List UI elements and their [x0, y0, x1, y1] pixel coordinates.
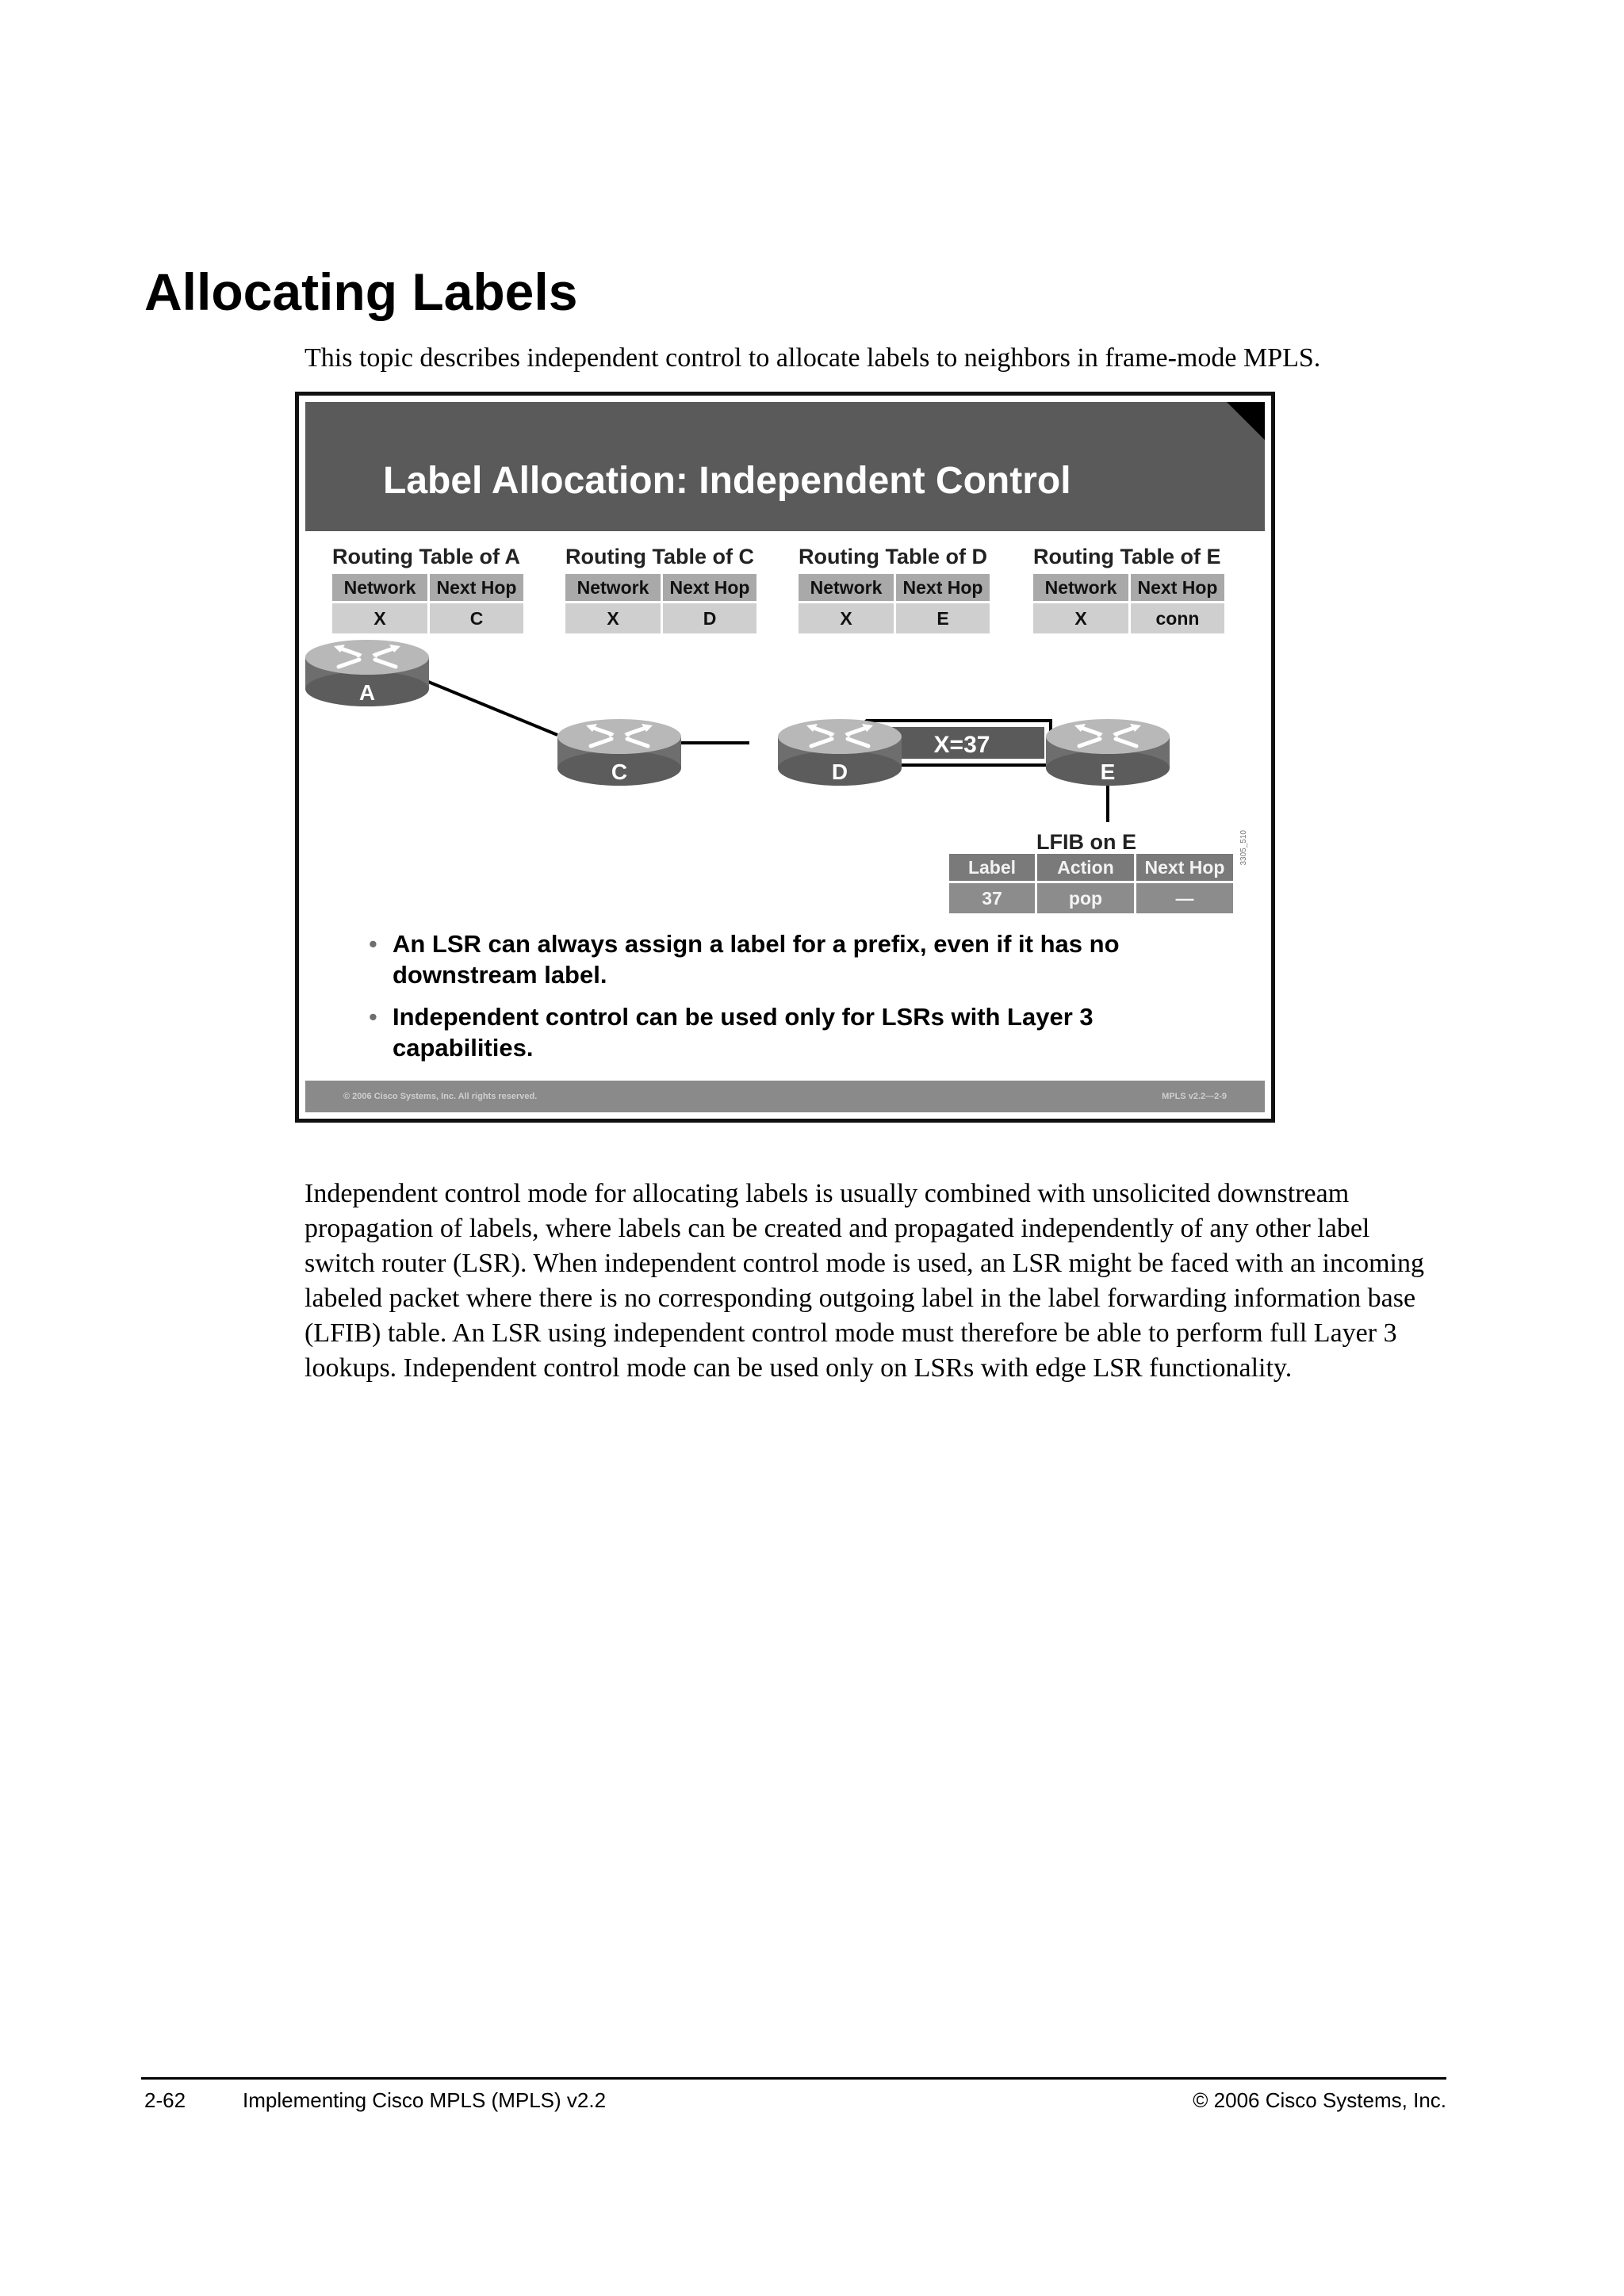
column-header: Action [1036, 854, 1136, 882]
table-cell: E [895, 603, 990, 634]
slide-canvas [305, 402, 1265, 1112]
table-cell: X [799, 603, 895, 634]
column-header: Next Hop [1136, 854, 1234, 882]
page-number: 2-62 [144, 2088, 186, 2112]
table-cell: — [1136, 882, 1234, 914]
column-header: Label [949, 854, 1036, 882]
figure-code: 3305_510 [1239, 830, 1248, 866]
routing-table-title: Routing Table of C [565, 545, 754, 568]
router-c-icon [557, 719, 681, 786]
router-a-icon [305, 640, 429, 706]
router-d-icon [778, 719, 902, 786]
table-cell: C [429, 603, 524, 634]
slide-bullet-list [369, 928, 1209, 1074]
slide-copyright: © 2006 Cisco Systems, Inc. All rights reserved. [343, 1092, 538, 1101]
table-cell: X [565, 603, 662, 634]
column-header: Network [1033, 574, 1130, 603]
table-cell: pop [1036, 882, 1136, 914]
column-header: Next Hop [662, 574, 757, 603]
column-header: Next Hop [1130, 574, 1225, 603]
bullet-item [369, 928, 1209, 990]
footer-divider [141, 2077, 1446, 2080]
bullet-marker: • [369, 1003, 377, 1031]
lfib-grid [949, 854, 1233, 913]
link-a-c [423, 679, 557, 735]
router-a-label: A [358, 680, 376, 705]
column-header: Network [332, 574, 429, 603]
router-c-label: C [611, 760, 628, 784]
routing-table-title: Routing Table of E [1033, 545, 1221, 568]
routing-table-title: Routing Table of A [332, 545, 520, 568]
bullet-text: An LSR can always assign a label for a prefix, even if it has no downstream label. [393, 930, 1120, 989]
column-header: Network [799, 574, 895, 603]
label-arrow-text: X=37 [933, 732, 990, 758]
course-title: Implementing Cisco MPLS (MPLS) v2.2 [243, 2088, 607, 2112]
table-cell: X [332, 603, 429, 634]
router-d-label: D [831, 760, 848, 784]
slide-figure [295, 392, 1275, 1123]
router-e-label: E [1100, 760, 1116, 784]
lfib-title: LFIB on E [1036, 830, 1136, 854]
router-e-icon [1046, 719, 1170, 786]
slide-footer [305, 1081, 1265, 1112]
table-cell: D [662, 603, 757, 634]
column-header: Next Hop [895, 574, 990, 603]
page-copyright: © 2006 Cisco Systems, Inc. [1193, 2088, 1446, 2112]
table-cell: 37 [949, 882, 1036, 914]
intro-text: This topic describes independent control to allocate labels to neighbors in frame-mode MPLS. [304, 343, 1321, 373]
slide-number: MPLS v2.2—2-9 [1162, 1092, 1227, 1101]
bullet-item [369, 1001, 1209, 1063]
bullet-marker: • [369, 930, 377, 958]
table-cell: X [1033, 603, 1130, 634]
column-header: Next Hop [429, 574, 524, 603]
page-title: Allocating Labels [144, 262, 578, 321]
slide-title: Label Allocation: Independent Control [383, 460, 1071, 502]
bullet-text: Independent control can be used only for LSRs with Layer 3 capabilities. [393, 1003, 1094, 1062]
column-header: Network [565, 574, 662, 603]
body-paragraph: Independent control mode for allocating labels is usually combined with unsolicited downstream propagation of labels, where labels can be created and propagated independently of any other label switch router (LSR). When independent control mode is used, an LSR might be faced with an incoming labeled packet where there is no corresponding outgoing label in the label forwarding information base (LFIB) table. An LSR using independent control mode must therefore be able to perform full Layer 3 lookups. Independent control mode can be used only on LSRs with edge LSR functionality. [304, 1179, 1424, 1383]
table-cell: conn [1130, 603, 1225, 634]
lfib-table [949, 854, 1233, 913]
routing-table-title: Routing Table of D [799, 545, 987, 568]
